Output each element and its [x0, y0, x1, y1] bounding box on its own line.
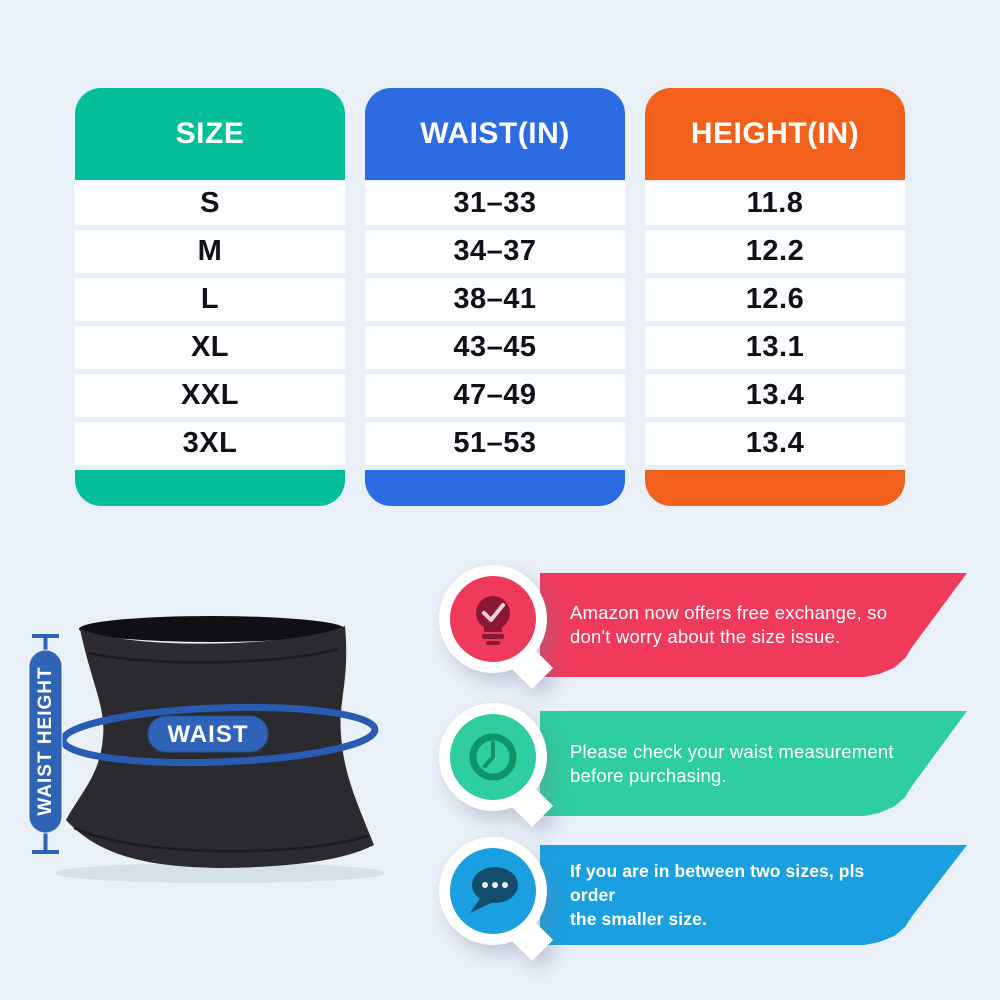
cell-waist: 43–45	[365, 326, 625, 369]
table-row	[75, 278, 905, 321]
table-row	[75, 422, 905, 465]
callout-line-1: Amazon now offers free exchange, so	[570, 602, 888, 623]
waist-trainer-diagram	[20, 595, 450, 895]
cell-size: XL	[75, 326, 345, 369]
header-size: SIZE	[75, 88, 345, 180]
cell-height: 12.2	[645, 230, 905, 273]
table-footer-bar	[75, 470, 345, 506]
cell-waist: 51–53	[365, 422, 625, 465]
callout-measure	[437, 711, 997, 816]
cell-waist: 38–41	[365, 278, 625, 321]
callout-line-2: before purchasing.	[570, 764, 727, 786]
size-table-footer-row	[75, 470, 905, 506]
cell-height: 13.4	[645, 374, 905, 417]
callout-text	[570, 711, 900, 816]
cell-waist: 31–33	[365, 182, 625, 225]
size-table-header-row	[75, 88, 905, 180]
lightbulb-check-icon	[437, 563, 559, 705]
callout-line-1: Please check your waist measurement	[570, 740, 894, 762]
table-row	[75, 374, 905, 417]
cell-size: M	[75, 230, 345, 273]
cell-waist: 34–37	[365, 230, 625, 273]
callout-line-2: don't worry about the size issue.	[570, 626, 841, 647]
cell-size: S	[75, 182, 345, 225]
waist-height-label: WAIST HEIGHT	[35, 666, 56, 816]
callout-line-1: If you are in between two sizes, pls order	[570, 861, 865, 905]
size-table	[75, 88, 905, 506]
size-table-body	[75, 182, 905, 465]
cell-size: 3XL	[75, 422, 345, 465]
cell-height: 12.6	[645, 278, 905, 321]
callout-between-sizes	[437, 845, 997, 945]
cell-waist: 47–49	[365, 374, 625, 417]
header-height: HEIGHT(IN)	[645, 88, 905, 180]
callout-text	[570, 845, 900, 945]
table-row	[75, 326, 905, 369]
cell-height: 11.8	[645, 182, 905, 225]
cell-height: 13.1	[645, 326, 905, 369]
callout-exchange	[437, 573, 997, 677]
callout-text	[570, 573, 900, 677]
table-row	[75, 230, 905, 273]
cell-size: L	[75, 278, 345, 321]
clock-icon	[437, 701, 559, 843]
callout-line-2: the smaller size.	[570, 909, 707, 929]
waist-label: WAIST	[167, 721, 249, 748]
waist-height-indicator	[29, 636, 62, 852]
header-waist: WAIST(IN)	[365, 88, 625, 180]
chat-dots-icon	[437, 835, 559, 977]
table-footer-bar	[645, 470, 905, 506]
cell-height: 13.4	[645, 422, 905, 465]
table-row	[75, 182, 905, 225]
cell-size: XXL	[75, 374, 345, 417]
table-footer-bar	[365, 470, 625, 506]
